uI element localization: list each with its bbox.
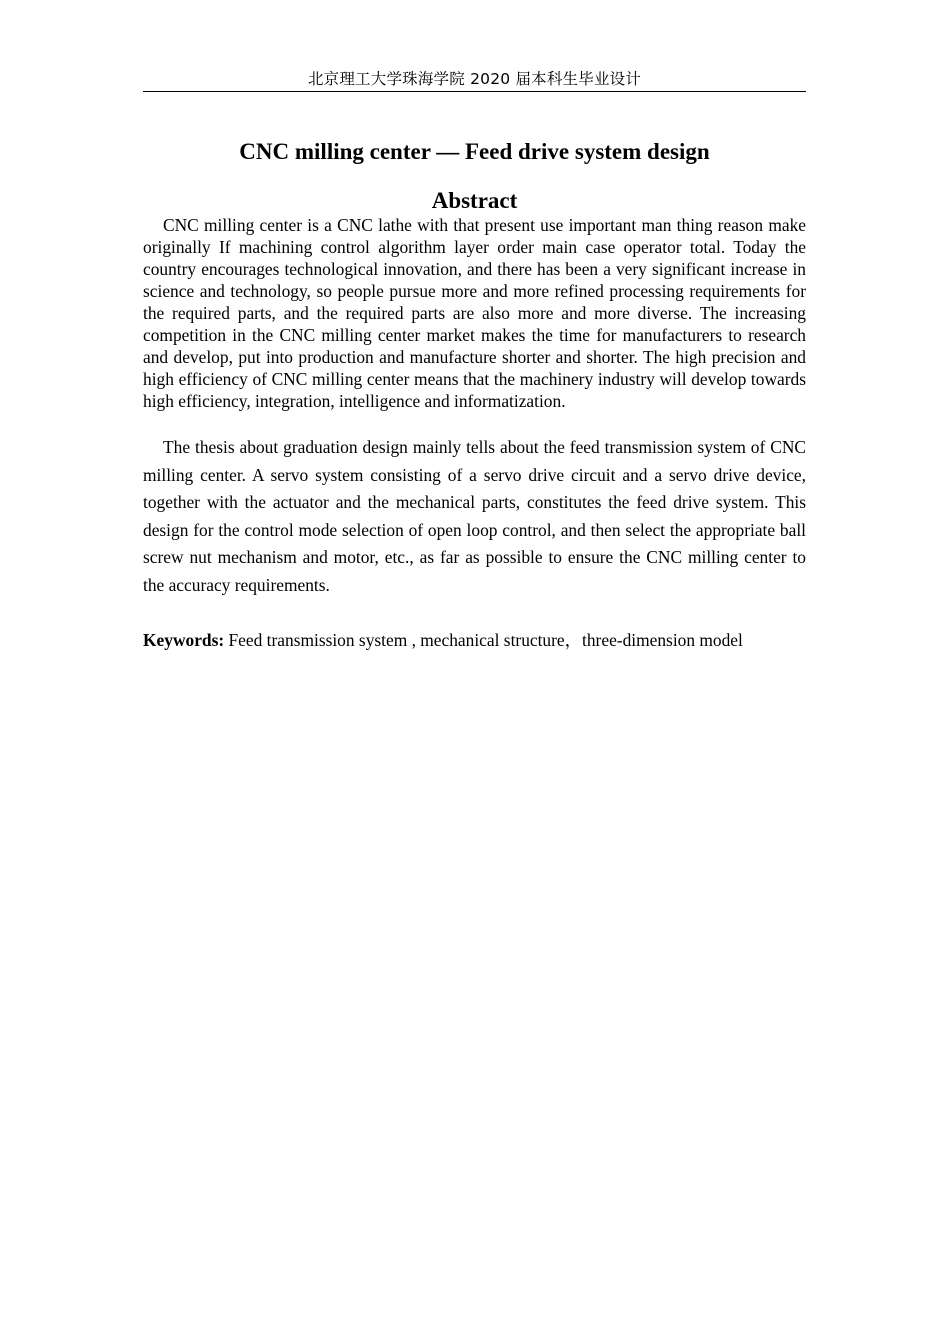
header-divider xyxy=(143,91,806,92)
abstract-paragraph-1: CNC milling center is a CNC lathe with that present use important man thing reason make originally If machining control algorithm layer order main case operator total. Today the country encourages technological innovation, and there has been a very significant increase in science and technology, so people pursue more and more refined processing requirements for the required parts, and the required parts are also more and more diverse. The increasing competition in the CNC milling center market makes the time for manufacturers to research and develop, put into production and manufacture shorter and shorter. The high precision and high efficiency of CNC milling center means that the machinery industry will develop towards high efficiency, integration, intelligence and informatization. xyxy=(143,215,806,411)
keywords-label: Keywords: xyxy=(143,630,225,650)
abstract-heading: Abstract xyxy=(431,188,518,213)
keywords-line xyxy=(143,627,823,653)
abstract-paragraph-2: The thesis about graduation design mainly tells about the feed transmission system of CNC milling center. A servo system consisting of a servo drive circuit and a servo drive device, together with the actuator and the mechanical parts, constitutes the feed drive system. This design for the control mode selection of open loop control, and then select the appropriate ball screw nut mechanism and motor, etc., as far as possible to ensure the CNC milling center to the accuracy requirements. xyxy=(143,437,806,595)
document-title: CNC milling center — Feed drive system design xyxy=(239,139,710,164)
running-header: 北京理工大学珠海学院 2020 届本科生毕业设计 xyxy=(307,70,642,88)
keywords-text: Feed transmission system , mechanical structure，three-dimension model xyxy=(224,630,743,650)
